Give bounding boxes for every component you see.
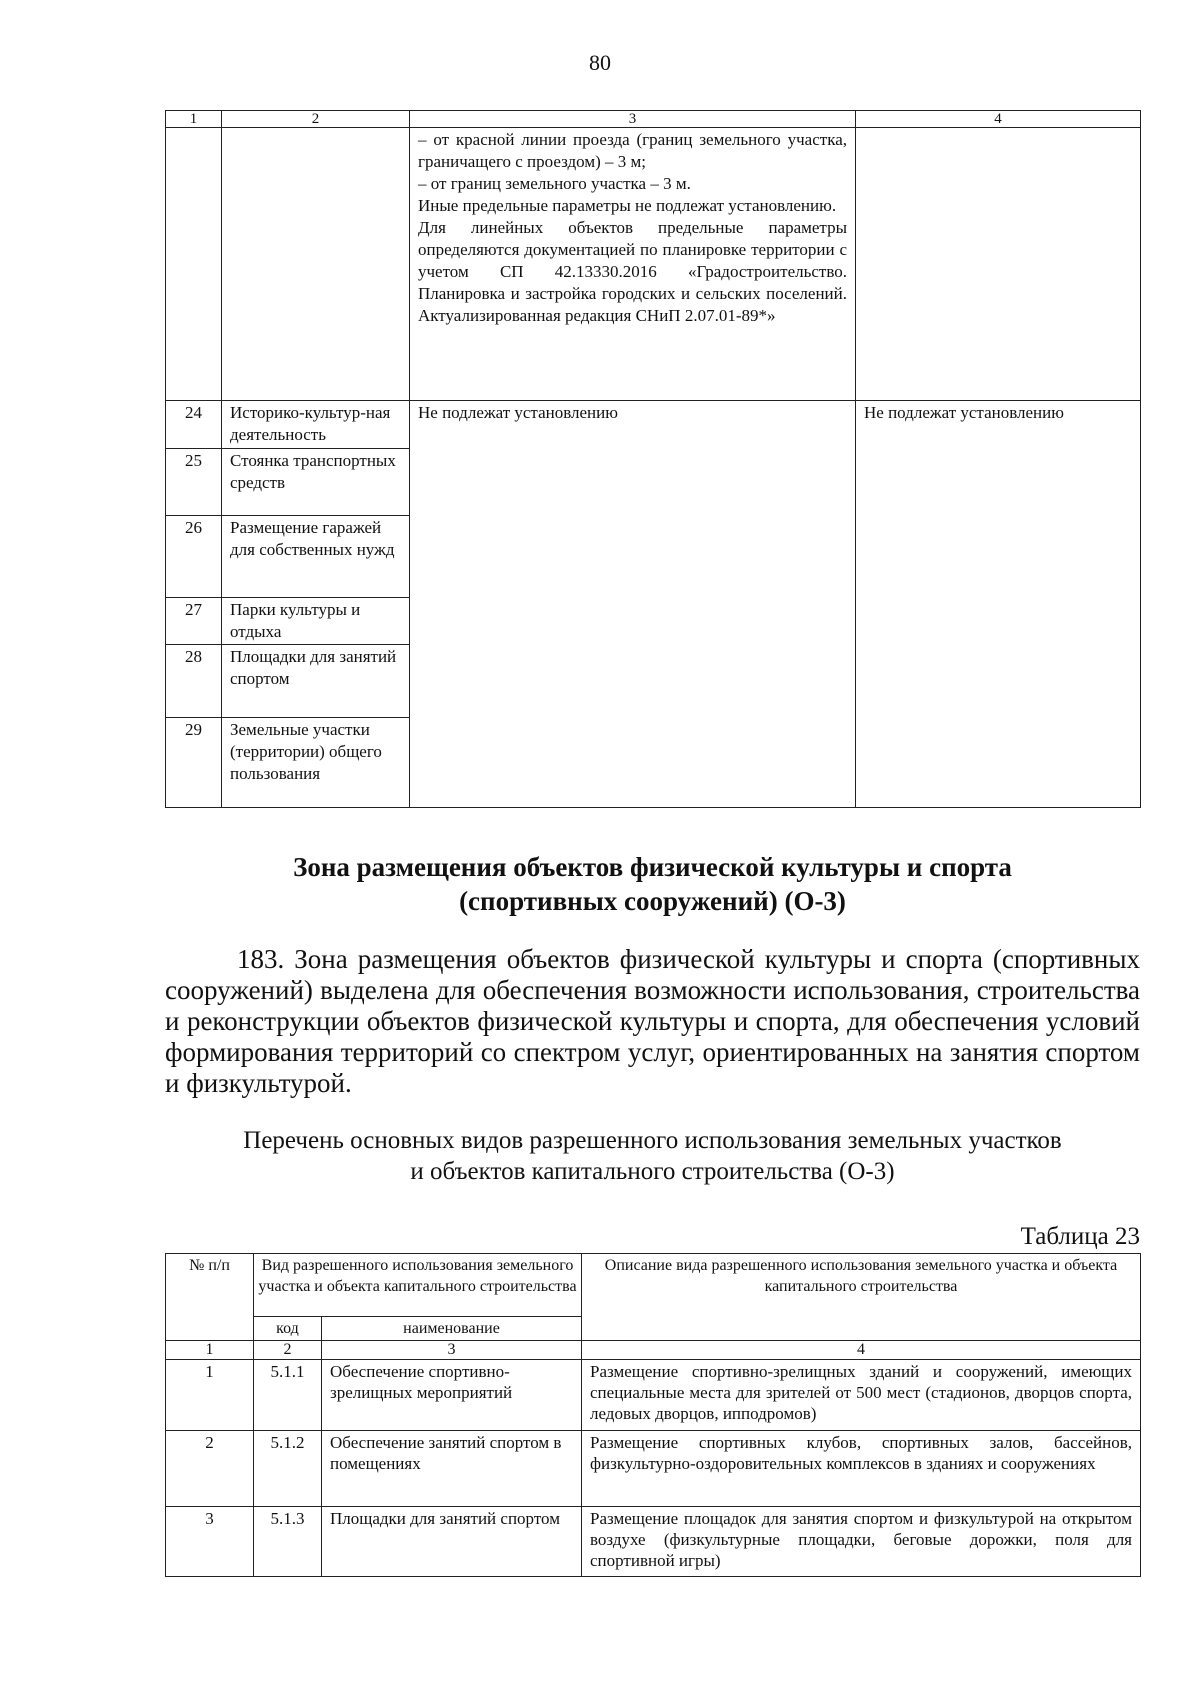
- paragraph-183: 183. Зона размещения объектов физической культуры и спорта (спортивных сооружений) выделена для обеспечения возможности использования, строительства и реконструкции объектов физической культуры и спорта, для обеспечения условий формирования территорий со спектром услуг, ориентированных на занятия спортом и физкультурой.: [165, 944, 1140, 1098]
- header-code: код: [254, 1317, 322, 1341]
- table-label: Таблица 23: [1020, 1223, 1140, 1250]
- table-row: [166, 401, 1141, 449]
- row-number: 25: [166, 449, 222, 516]
- param-line: – от красной линии проезда (границ земельного участка, граничащего с проездом) – 3 м;: [418, 130, 847, 171]
- row-number: 3: [166, 1507, 254, 1577]
- row-number: 24: [166, 401, 222, 449]
- section-heading-line: Зона размещения объектов физической культуры и спорта: [293, 852, 1012, 882]
- row-description: Размещение площадок для занятия спортом и физкультурой на открытом воздухе (физкультурные площадки, беговые дорожки, поля для спортивной игры): [582, 1507, 1141, 1577]
- page-number: 80: [589, 50, 611, 75]
- row-code: 5.1.1: [254, 1360, 322, 1431]
- land-use-name: Парки культуры и отдыха: [222, 598, 410, 645]
- main-land-use-types-table: [165, 1253, 1141, 1577]
- table-row: [166, 1431, 1141, 1507]
- section-heading: [165, 850, 1140, 918]
- column-numbers-row: [166, 1341, 1141, 1360]
- param-line: Иные предельные параметры не подлежат установлению.: [418, 196, 837, 215]
- section-heading-line: (спортивных сооружений) (О-3): [459, 886, 846, 916]
- list-heading: [165, 1125, 1140, 1187]
- list-heading-line: Перечень основных видов разрешенного использования земельных участков: [243, 1127, 1062, 1154]
- land-use-name: Площадки для занятий спортом: [222, 645, 410, 718]
- row-number: 1: [166, 1360, 254, 1431]
- land-use-name: Историко-культур-ная деятельность: [222, 401, 410, 449]
- column-number: 1: [166, 111, 222, 128]
- merged-restrictions-cell: Не подлежат установлению: [856, 401, 1141, 808]
- row-code: 5.1.2: [254, 1431, 322, 1507]
- row-name: Обеспечение спортивно-зрелищных мероприятий: [322, 1360, 582, 1431]
- column-number: 2: [254, 1341, 322, 1360]
- land-use-name: Размещение гаражей для собственных нужд: [222, 516, 410, 598]
- continued-row: [166, 128, 1141, 401]
- table-row: [166, 1360, 1141, 1431]
- column-number: 4: [856, 111, 1141, 128]
- row-code: 5.1.3: [254, 1507, 322, 1577]
- column-number: 4: [582, 1341, 1141, 1360]
- list-heading-line: и объектов капитального строительства (О-3): [410, 1158, 895, 1185]
- table-header-row: [166, 1254, 1141, 1317]
- row-number: 28: [166, 645, 222, 718]
- column-number: 1: [166, 1341, 254, 1360]
- row-description: Размещение спортивных клубов, спортивных залов, бассейнов, физкультурно-оздоровительных комплексов в зданиях и сооружениях: [582, 1431, 1141, 1507]
- column-numbers-row: [166, 111, 1141, 128]
- row-number: 29: [166, 718, 222, 808]
- row-name: Обеспечение занятий спортом в помещениях: [322, 1431, 582, 1507]
- row-name: Площадки для занятий спортом: [322, 1507, 582, 1577]
- land-use-name: Земельные участки (территории) общего пользования: [222, 718, 410, 808]
- merged-parameters-cell: Не подлежат установлению: [410, 401, 856, 808]
- column-number: 3: [322, 1341, 582, 1360]
- row-number: 2: [166, 1431, 254, 1507]
- header-description: Описание вида разрешенного использования земельного участка и объекта капитального строительства: [582, 1254, 1141, 1341]
- header-number: № п/п: [166, 1254, 254, 1341]
- row-description: Размещение спортивно-зрелищных зданий и сооружений, имеющих специальные места для зрителей от 500 мест (стадионов, дворцов спорта, ледовых дворцов, ипподромов): [582, 1360, 1141, 1431]
- header-name: наименование: [322, 1317, 582, 1341]
- column-number: 3: [410, 111, 856, 128]
- row-number: 26: [166, 516, 222, 598]
- table-row: [166, 1507, 1141, 1577]
- param-line: – от границ земельного участка – 3 м.: [418, 174, 691, 193]
- header-land-use-type: Вид разрешенного использования земельного участка и объекта капитального строительства: [254, 1254, 582, 1317]
- continued-parameters-cell: [410, 128, 856, 401]
- zoning-parameters-table-continuation: [165, 110, 1141, 808]
- column-number: 2: [222, 111, 410, 128]
- row-number: 27: [166, 598, 222, 645]
- param-line: Для линейных объектов предельные параметры определяются документацией по планировке территории с учетом СП 42.13330.2016 «Градостроительство. Планировка и застройка городских и сельских поселений. Актуализированная редакция СНиП 2.07.01-89*»: [418, 218, 847, 325]
- land-use-name: Стоянка транспортных средств: [222, 449, 410, 516]
